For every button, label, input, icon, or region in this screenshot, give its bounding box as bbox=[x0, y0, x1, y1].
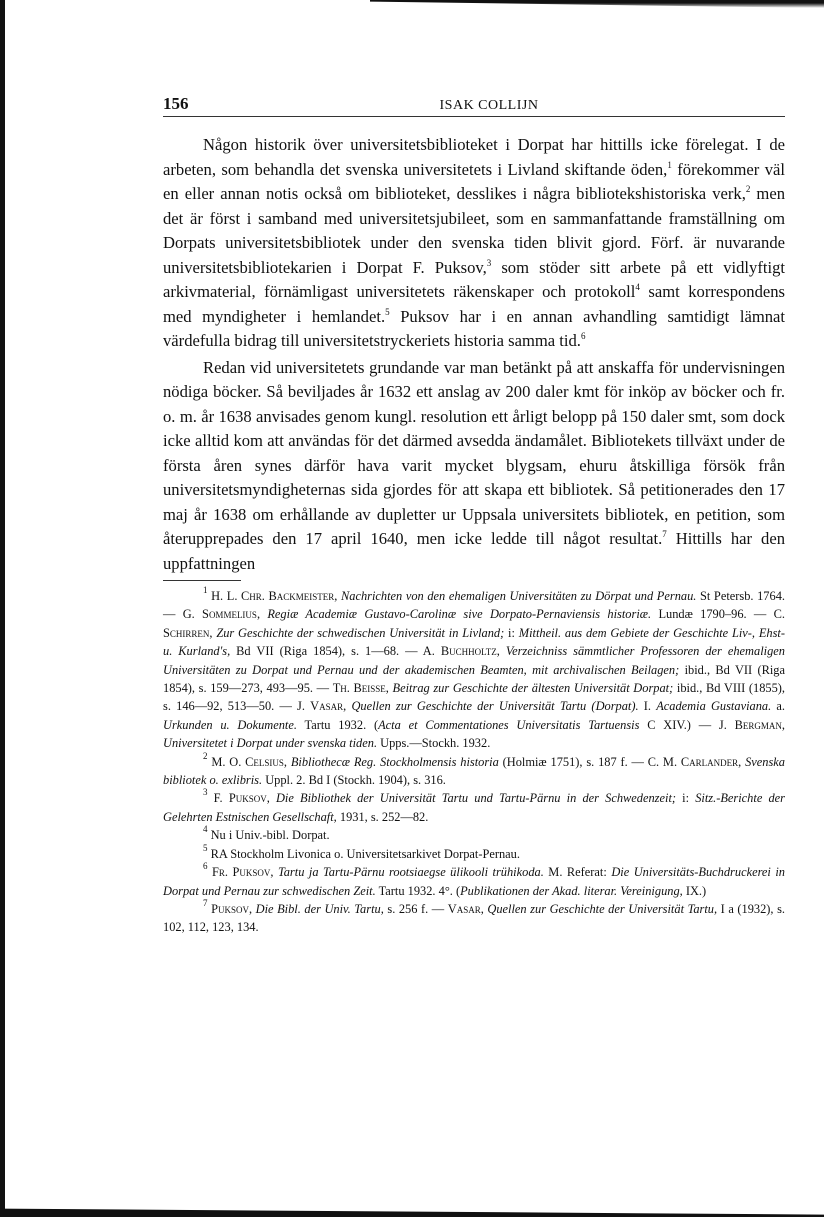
footnote-ref: 6 bbox=[580, 331, 586, 341]
footnote: $^6$ Fr. Puksov, Tartu ja Tartu-Pärnu rootsiaegse ülikooli trühikoda. M. Referat: Die Universitäts-Buchdruckerei in Dorpat und Pernau zur schwedischen Zeit. Tartu 1932. 4°. (Publikationen der Akad. literar. Vereinigung, IX.) bbox=[163, 861, 785, 898]
paragraph: Någon historik över universitetsbiblioteket i Dorpat har hittills icke förelegat. I de arbeten, som behandla det svenska universitetets i Livland skiftande öden,$^1$ förekommer väl en eller annan notis också om biblioteket, desslikes i några bibliotekshistoriska verk,$^2$ men det är först i samband med universitetsjubileet, som en sammanfattande framställning om Dorpats universitetsbibliotek under den svenska tiden blivit gjord. Förf. är nuvarande universitetsbibliotekarien i Dorpat F. Puksov,$^3$ som stöder sitt arbete på ett vidlyftigt arkivmaterial, förnämligast universitetets räkenskaper och protokoll$^4$ samt korrespondens med myndigheter i hemlandet.$^5$ Puksov har i en annan avhandling samtidigt lämnat värdefulla bidrag till universitetstryckeriets historia samma tid.$^6$ bbox=[163, 135, 785, 350]
author-name: Bergman bbox=[734, 717, 782, 732]
author-name: Th. Beisse bbox=[332, 681, 386, 696]
italic-title: Bibliothecæ Reg. Stockholmensis historia bbox=[290, 754, 499, 769]
footnote-ref: 5 bbox=[385, 306, 390, 317]
italic-title: Regiæ Academiæ Gustavo-Carolinæ sive Dorpato-Pernaviensis historiæ. bbox=[267, 607, 652, 622]
author-name: Vasar bbox=[447, 901, 481, 916]
italic-title: Die Bibl. der Univ. Tartu, bbox=[255, 901, 384, 916]
footnote-ref: 1 bbox=[667, 159, 672, 170]
italic-title: Mittheil. aus dem Gebiete der Geschichte Liv-, Ehst- u. Kurland's, bbox=[163, 625, 785, 659]
italic-title: Universitetet i Dorpat under svenska tiden. bbox=[163, 736, 378, 751]
footnote-ref: 3 bbox=[486, 257, 492, 268]
footnote-ref: 3 bbox=[203, 787, 208, 798]
author-name: Schirren bbox=[163, 625, 210, 640]
author-name: Carlander bbox=[680, 754, 739, 769]
footnote-ref: 1 bbox=[203, 585, 208, 595]
footnote: $^3$ F. Puksov, Die Bibliothek der Universität Tartu und Tartu-Pärnu in der Schwedenzeit; i: Sitz.-Berichte der Gelehrten Estnischen Gesellschaft, 1931, s. 252—82. bbox=[163, 787, 785, 824]
footnote: $^1$ H. L. Chr. Backmeister, Nachrichten von den ehemaligen Universitäten zu Dörpat und Pernau. St Petersb. 1764. — G. Sommelius, Regiæ Academiæ Gustavo-Carolinæ sive Dorpato-Pernaviensis historiæ. Lundæ 1790–96. — C. Schirren, Zur Geschichte der schwedischen Universität in Livland; i: Mittheil. aus dem Gebiete der Geschichte Liv-, Ehst- u. Kurland's, Bd VII (Riga 1854), s. 1—68. — A. Buchholtz, Verzeichniss sämmtlicher Professoren der ehemaligen Universitäten zu Dorpat und Pernau und der akademischen Beamten, mit archivalischen Beilagen; ibid., Bd VII (Riga 1854), s. 159—273, 493—95. — Th. Beisse, Beitrag zur Geschichte der ältesten Universität Dorpat; ibid., Bd VIII (1855), s. 146—92, 513—50. — J. Vasar, Quellen zur Geschichte der Universität Tartu (Dorpat). I. Academia Gustaviana. a. Urkunden u. Dokumente. Tartu 1932. (Acta et Commentationes Universitatis Tartuensis C XIV.) — J. Bergman, Universitetet i Dorpat under svenska tiden. Upps.—Stockh. 1932. bbox=[163, 585, 786, 751]
page-number: 156 bbox=[163, 94, 189, 113]
italic-title: Sitz.-Berichte der Gelehrten Estnischen Gesellschaft, bbox=[163, 791, 785, 824]
author-name: Celsius bbox=[245, 754, 284, 769]
scan-border-left bbox=[0, 0, 5, 1217]
scan-border-top bbox=[370, 0, 824, 8]
footnote-ref: 4 bbox=[635, 282, 640, 292]
italic-title: Acta et Commentationes Universitatis Tartuensis bbox=[378, 717, 640, 732]
footnote-ref: 7 bbox=[203, 897, 208, 908]
footnote-ref: 7 bbox=[662, 529, 667, 539]
running-head bbox=[163, 92, 785, 117]
footnote: $^2$ M. O. Celsius, Bibliothecæ Reg. Stockholmensis historia (Holmiæ 1751), s. 187 f. — C. M. Carlander, Svenska bibliotek o. exlibris. Uppl. 2. Bd I (Stockh. 1904), s. 316. bbox=[163, 750, 785, 788]
author-name: Buchholtz bbox=[440, 644, 497, 659]
author-name: Sommelius bbox=[202, 607, 257, 622]
body-text bbox=[163, 133, 785, 576]
footnote-ref: 2 bbox=[203, 750, 208, 761]
italic-title: Quellen zur Geschichte der Universität Tartu (Dorpat). bbox=[351, 699, 639, 714]
footnote: $^7$ Puksov, Die Bibl. der Univ. Tartu, s. 256 f. — Vasar, Quellen zur Geschichte der Universität Tartu, I a (1932), s. 102, 112, 123, 134. bbox=[163, 897, 785, 935]
footnote-ref: 4 bbox=[203, 824, 208, 835]
italic-title: Zur Geschichte der schwedischen Universität in Livland; bbox=[216, 625, 505, 640]
italic-title: Nachrichten von den ehemaligen Universitäten zu Dörpat und Pernau. bbox=[340, 589, 697, 603]
italic-title: Beitrag zur Geschichte der ältesten Universität Dorpat; bbox=[392, 681, 674, 696]
author-name: Puksov bbox=[228, 791, 267, 806]
italic-title: Academia Gustaviana. bbox=[656, 699, 772, 714]
footnote: $^5$ RA Stockholm Livonica o. Universitetsarkivet Dorpat-Pernau. bbox=[203, 842, 520, 861]
paragraph: Redan vid universitetets grundande var man betänkt på att anskaffa för undervisningen nödiga böcker. Så beviljades år 1632 ett anslag av 200 daler kmt för inköp av böcker och fr. o. m. år 1638 anvisades genom kungl. resolution ett årligt belopp på 150 daler smt, som dock icke alltid kom att användas för det därmed avsedda ändamålet. Bibliotekets tillväxt under de första åren synes därför hava varit mycket blygsam, ehuru åtskilliga försök från universitetsmyndigheternas sida gjordes för att skapa ett bibliotek. Så petitionerades den 17 maj år 1638 om erhållande av dupletter ur Uppsala universitets bibliotek, en petition, som återupprepades den 17 april 1640, men icke ledde till något resultat.$^7$ Hittills har den uppfattningen bbox=[163, 357, 785, 573]
italic-title: Die Universitäts-Buchdruckerei in Dorpat und Pernau zur schwedischen Zeit. bbox=[163, 865, 785, 898]
italic-title: Die Bibliothek der Universität Tartu und Tartu-Pärnu in der Schwedenzeit; bbox=[275, 791, 677, 806]
footnote-ref: 6 bbox=[203, 861, 208, 872]
footnote: $^4$ Nu i Univ.-bibl. Dorpat. bbox=[203, 824, 330, 843]
italic-title: Tartu ja Tartu-Pärnu rootsiaegse ülikooli trühikoda. bbox=[277, 865, 544, 880]
scan-border-bottom bbox=[0, 1205, 824, 1217]
footnotes bbox=[163, 587, 785, 937]
author-name: Fr. Puksov bbox=[212, 865, 271, 880]
author-name: Puksov bbox=[211, 901, 249, 916]
author-name: Chr. Backmeister bbox=[241, 589, 335, 603]
italic-title: Quellen zur Geschichte der Universität Tartu, bbox=[487, 901, 718, 916]
book-page bbox=[163, 92, 785, 937]
italic-title: Urkunden u. Dokumente. bbox=[163, 717, 297, 732]
footnote-ref: 2 bbox=[745, 184, 751, 194]
footnote-separator bbox=[163, 580, 241, 581]
italic-title: Publikationen der Akad. literar. Vereinigung, bbox=[460, 883, 683, 898]
running-title: ISAK COLLIJN bbox=[439, 98, 539, 113]
author-name: Vasar bbox=[310, 699, 344, 714]
footnote-ref: 5 bbox=[203, 842, 208, 853]
italic-title: Svenska bibliotek o. exlibris. bbox=[163, 754, 785, 788]
italic-title: Verzeichniss sämmtlicher Professoren der ehemaligen Universitäten zu Dorpat und Pernau und der akademischen Beamten, mit archivalischen Beilagen; bbox=[163, 644, 785, 677]
